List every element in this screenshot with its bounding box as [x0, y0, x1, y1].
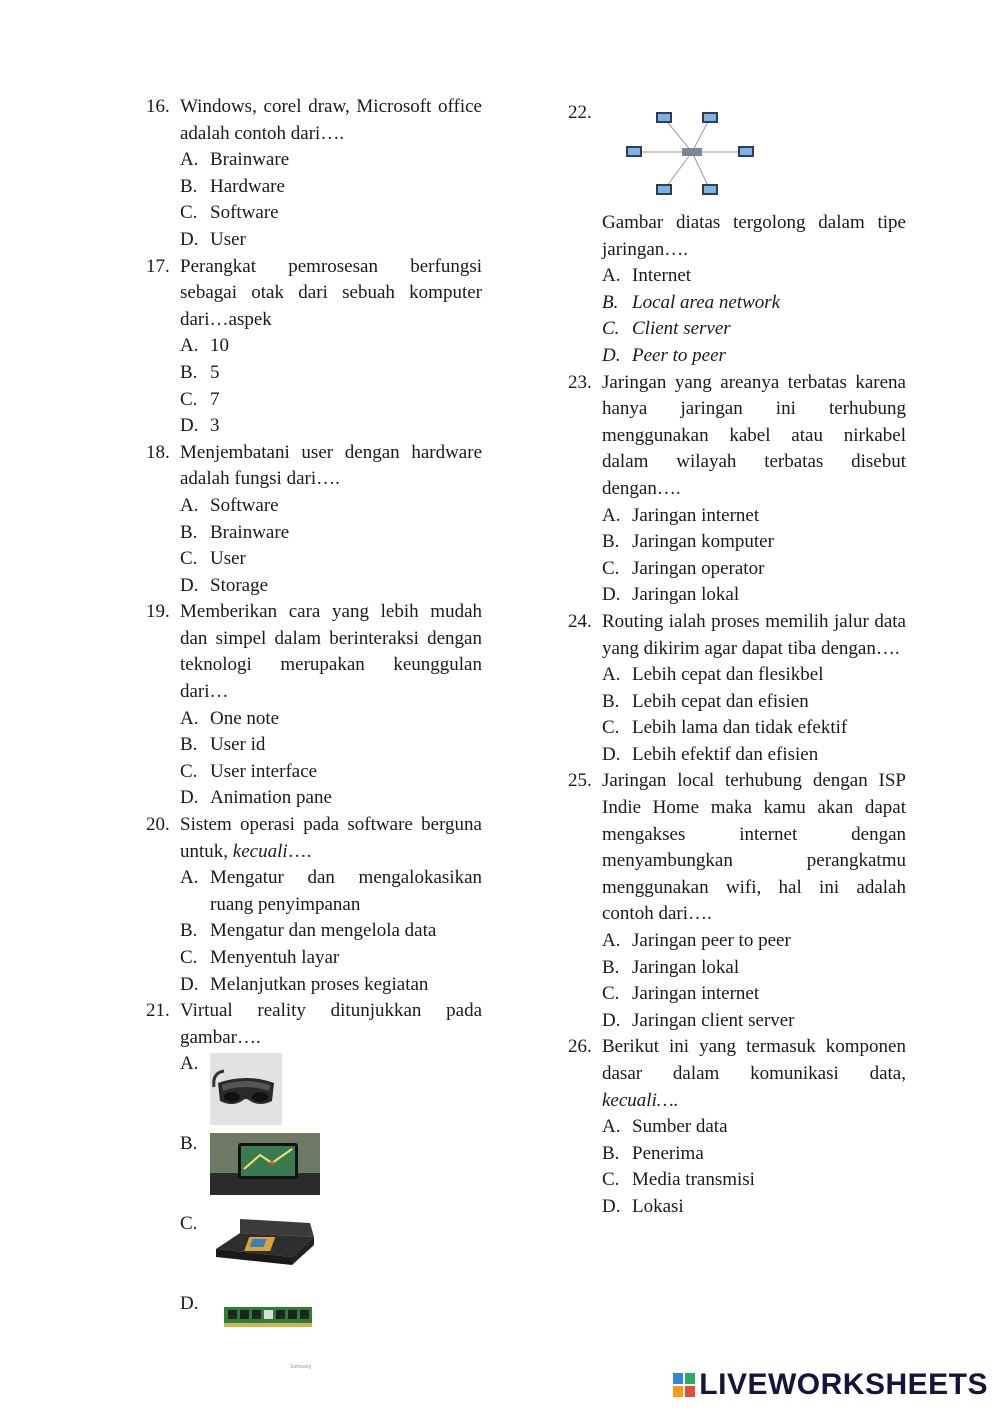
option-b[interactable]: B. Lebih cepat dan efisien [602, 690, 809, 712]
option-b[interactable]: B. Hardware [180, 175, 285, 197]
option-b[interactable]: B. Penerima [602, 1142, 704, 1164]
option-d[interactable]: D. User [180, 228, 246, 250]
kecuali-emphasis: kecuali [232, 840, 288, 862]
option-d[interactable]: D. 3 [180, 415, 220, 437]
option-d[interactable]: D. Peer to peer [602, 344, 726, 366]
question-text: Gambar diatas tergolong dalam tipe jaringan…. [602, 212, 906, 260]
option-d[interactable]: D. Lokasi [602, 1195, 684, 1217]
option-b[interactable]: B. Jaringan komputer [602, 531, 774, 553]
option-b[interactable]: B. Jaringan lokal [602, 956, 740, 978]
question-text: Menjembatani user dengan hardware adalah fungsi dari…. [180, 441, 482, 490]
option-d[interactable]: D. Jaringan lokal [602, 584, 740, 606]
option-c[interactable]: C. Media transmisi [602, 1169, 755, 1191]
question-number: 17. [146, 255, 170, 277]
question-text: Virtual reality ditunjukkan pada gambar…. [180, 1000, 482, 1048]
question-text: Perangkat pemrosesan berfungsi sebagai otak dari sebuah komputer dari…aspek [180, 255, 482, 330]
option-c[interactable]: C. Jaringan operator [602, 557, 765, 579]
option-c[interactable]: C. User interface [180, 760, 318, 782]
option-d[interactable]: D. Lebih efektif dan efisien [602, 743, 819, 765]
question-17 [146, 254, 482, 440]
option-c[interactable]: C. Menyentuh layar [180, 947, 340, 968]
question-number: 16. [146, 96, 170, 117]
option-d[interactable]: D. Storage [180, 574, 269, 596]
option-d[interactable]: D. Jaringan client server [602, 1009, 795, 1031]
question-number: 19. [146, 601, 170, 623]
liveworksheets-logo[interactable] [673, 1368, 988, 1402]
option-b[interactable]: B. User id [180, 734, 266, 756]
option-d-image[interactable]: D. [180, 1291, 482, 1371]
question-26 [568, 1034, 906, 1220]
logo-text: LIVEWORKSHEETS [699, 1368, 988, 1401]
left-column [146, 94, 482, 1371]
option-b[interactable]: B. 5 [180, 361, 220, 383]
option-a[interactable]: A. Software [180, 494, 279, 516]
question-number: 21. [146, 1000, 170, 1022]
question-text: Memberikan cara yang lebih mudah dan simpel dalam berinteraksi dengan teknologi merupakan keunggulan dari… [180, 601, 482, 703]
image-caption: Samsung [290, 1364, 312, 1370]
option-c[interactable]: C. 7 [180, 388, 220, 410]
vr-headset-icon [210, 1053, 282, 1125]
option-a[interactable]: A. Mengatur dan mengalokasikan ruang penyimpanan [180, 867, 482, 915]
question-text: Sistem operasi pada software berguna untuk, kecuali…. [180, 814, 482, 862]
question-text: Routing ialah proses memilih jalur data yang dikirim agar dapat tiba dengan…. [602, 610, 906, 659]
option-a-image[interactable]: A. [180, 1051, 482, 1131]
option-c[interactable]: C. Software [180, 202, 279, 224]
option-a[interactable]: A. Brainware [180, 149, 290, 171]
option-a[interactable]: A. Jaringan peer to peer [602, 930, 791, 952]
option-b[interactable]: B. Local area network [602, 291, 781, 313]
question-number: 18. [146, 441, 170, 463]
question-18 [146, 440, 482, 600]
option-a[interactable]: A. One note [180, 707, 280, 729]
question-20 [146, 812, 482, 998]
kecuali-emphasis: kecuali [602, 1089, 657, 1111]
question-22 [568, 100, 906, 370]
question-number: 25. [568, 770, 592, 792]
option-a[interactable]: A. Sumber data [602, 1116, 728, 1138]
question-number: 24. [568, 610, 592, 632]
car-navigation-icon [210, 1133, 320, 1195]
question-text: Windows, corel draw, Microsoft office adalah contoh dari…. [180, 96, 482, 144]
scanner-icon [210, 1213, 320, 1275]
star-network-diagram-icon [622, 100, 762, 200]
question-23 [568, 370, 906, 609]
liveworksheets-mark-icon [673, 1373, 695, 1397]
option-c[interactable]: C. Jaringan internet [602, 983, 760, 1005]
option-c[interactable]: C. User [180, 548, 246, 570]
option-a[interactable]: A. Jaringan internet [602, 504, 760, 526]
option-c[interactable]: C. Client server [602, 318, 731, 340]
question-number: 26. [568, 1036, 592, 1058]
option-c-image[interactable]: C. [180, 1211, 482, 1291]
question-number: 22. [568, 102, 592, 123]
question-text: Berikut ini yang termasuk komponen dasar dalam komunikasi data, kecuali…. [602, 1036, 906, 1111]
question-16 [146, 94, 482, 254]
option-c[interactable]: C. Lebih lama dan tidak efektif [602, 717, 848, 739]
question-text: Jaringan yang areanya terbatas karena hanya jaringan ini terhubung menggunakan kabel atau nirkabel dalam wilayah terbatas disebut dengan…. [602, 371, 906, 499]
question-text: Jaringan local terhubung dengan ISP Indie Home maka kamu akan dapat mengakses internet dengan menyambungkan perangkatmu menggunakan wifi, hal ini adalah contoh dari…. [602, 770, 906, 925]
question-19 [146, 599, 482, 812]
option-b-image[interactable]: B. [180, 1131, 482, 1211]
option-b[interactable]: B. Mengatur dan mengelola data [180, 920, 437, 942]
option-d[interactable]: D. Melanjutkan proses kegiatan [180, 973, 429, 995]
question-24 [568, 609, 906, 769]
option-a[interactable]: A. Internet [602, 265, 692, 287]
ram-module-icon [224, 1305, 312, 1329]
option-b[interactable]: B. Brainware [180, 521, 290, 543]
right-column [568, 94, 906, 1221]
question-number: 20. [146, 814, 170, 836]
option-d[interactable]: D. Animation pane [180, 787, 332, 809]
question-21 [146, 998, 482, 1371]
question-25 [568, 768, 906, 1034]
option-a[interactable]: A. 10 [180, 335, 229, 357]
question-number: 23. [568, 371, 592, 393]
option-a[interactable]: A. Lebih cepat dan flesikbel [602, 664, 824, 686]
